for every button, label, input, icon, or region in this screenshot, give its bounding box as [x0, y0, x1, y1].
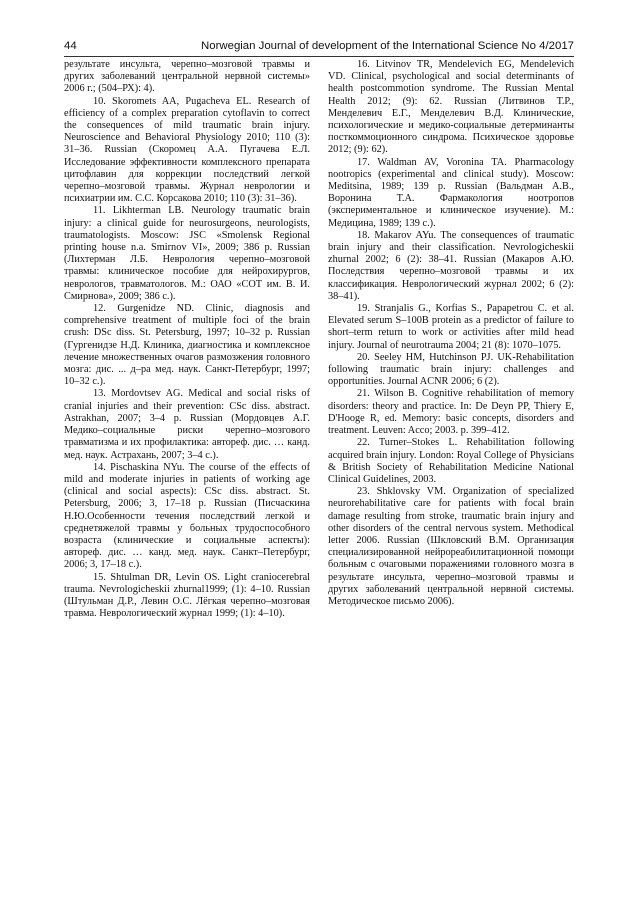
reference-item: 10. Skoromets AA, Pugacheva EL. Research of efficiency of a complex preparation cytoflavin to correct the consequences of mild traumatic brain injury. Neuroscience and Behavioral Physiology 2010; 110 (3): 31–36. Russian (Скоромец А.А. Пугачева Е.Л. Исследование эффективности комплексного препарата цитофлавин для коррекции последствий легкой черепно–мозговой травмы. Журнал неврологии и психиатрии им. С.С. Корсакова 2010; 110 (3): 31–36).: [64, 95, 310, 205]
reference-item: 22. Turner–Stokes L. Rehabilitation following acquired brain injury. London: Royal College of Physicians & British Society of Rehabilitation Medicine National Clinical Guidelines, 2003.: [328, 437, 574, 485]
reference-item: 23. Shklovsky VM. Organization of specialized neurorehabilitative care for patients with focal brain damage resulting from stroke, traumatic brain injury and other disorders of the central nervous system. Methodical letter 2006. Russian (Шкловский В.М. Организация специализированной нейрореабилитационной помощи больным с очаговыми поражениями головного мозга в результате инсульта, черепно–мозговой травмы и других заболеваний центральной нервной системы. Методическое письмо 2006).: [328, 486, 574, 607]
reference-item: 11. Likhterman LB. Neurology traumatic brain injury: a clinical guide for neurosurgeons, neurologists, traumatologists. Moscow: JSC «Smolensk Regional printing house n.a. Smirnov VI», 2009; 386 p. Russian (Лихтерман Л.Б. Неврология черепно–мозговой травмы: клиническое пособие для нейрохирургов, неврологов, травматологов. М.: ОАО «СОТ им. В. И. Смирнова», 2009; 386 с.).: [64, 205, 310, 302]
reference-item: 15. Shtulman DR, Levin OS. Light craniocerebral trauma. Nevrologicheskii zhurnal1999; (1): 4–10. Russian (Штульман Д.Р., Левин О.С. Лёгкая черепно–мозговая травма. Неврологический журнал 1999; (1): 4–10).: [64, 571, 310, 620]
reference-item: 13. Mordovtsev AG. Medical and social risks of cranial injuries and their prevention: CSc diss. abstract. Astrakhan, 2007; 3–4 p. Russian (Мордовцев А.Г. Медико–социальные риски черепно–мозгового травматизма и их профилактика: автореф. дис. … канд. мед. наук. Астрахань, 2007; 3–4 с.).: [64, 388, 310, 461]
reference-item: 20. Seeley HM, Hutchinson PJ. UK-Rehabilitation following traumatic brain injury: challenges and opportunities. Journal ACNR 2006; 6 (2).: [328, 351, 574, 388]
journal-title: Norwegian Journal of development of the International Science No 4/2017: [201, 40, 574, 52]
reference-item: 18. Makarov AYu. The consequences of traumatic brain injury and their classification. Nevrologicheskii zhurnal 2002; 6 (2): 38–41. Russian (Макаров А.Ю. Последствия черепно–мозговой травмы и их классификация. Неврологический журнал 2002; 6 (2): 38–41).: [328, 229, 574, 302]
reference-item: 16. Litvinov TR, Mendelevich EG, Mendelevich VD. Clinical, psychological and social determinants of health postcommotion syndrome. The Russian Mental Health 2012; (9): 62. Russian (Литвинов Т.Р., Менделевич Е.Г., Менделевич В.Д. Клинические, психологические и медико-социальные детерминанты посткоммоционного синдрома. Психическое здоровье 2012; (9): 62).: [328, 59, 574, 156]
reference-list-right-column: [328, 59, 574, 608]
reference-item: 12. Gurgenidze ND. Clinic, diagnosis and comprehensive treatment of multiple foci of the brain crush: DSc diss. St. Petersburg, 1997; 10–32 p. Russian (Гургенидзе Н.Д. Клиника, диагностика и комплексное лечение множественных очагов размозжения головного мозга: дис. ... д–ра мед. наук. Санкт-Петербург, 1997; 10–32 с.).: [64, 303, 310, 388]
reference-continuation: результате инсульта, черепно–мозговой травмы и других заболеваний центральной нервной системы» 2006 г.; (504–РХ): 4).: [64, 59, 310, 95]
page-number: 44: [64, 40, 77, 52]
reference-item: 14. Pischaskina NYu. The course of the effects of mild and moderate injuries in patients of working age (clinical and social aspects): CSc diss. abstract. St. Petersburg, 2006; 3, 17–18 p. Russian (Писчаскина Н.Ю.Особенности течения последствий легкой и среднетяжелой травмы у больных трудоспособного возраста (клинические и социальные аспекты): автореф. дис. … канд. мед. наук. Санкт–Петербург, 2006; 3, 17–18 с.).: [64, 461, 310, 571]
reference-list-left-column: [64, 59, 310, 620]
reference-item: 19. Stranjalis G., Korfias S., Papapetrou C. et al. Elevated serum S–100B protein as a predictor of failure to short–term return to work or activities after mild head injury. Journal of neurotrauma 2004; 21 (8): 1070–1075.: [328, 303, 574, 351]
page-header: [64, 39, 574, 57]
reference-item: 21. Wilson B. Cognitive rehabilitation of memory disorders: theory and practice. In: De Deyn PP, Thiery E, D'Hooge R, ed. Memory: basic concepts, disorders and treatment. Leuven: Acco; 2003. p. 399–412.: [328, 388, 574, 437]
reference-item: 17. Waldman AV, Voronina TA. Pharmacology nootropics (experimental and clinical study). Moscow: Meditsina, 1989; 139 p. Russian (Вальдман А.В., Воронина Т.А. Фармакология ноотропов (экспериментальное и клиническое изучение). М.: Медицина, 1989; 139 с.).: [328, 156, 574, 229]
